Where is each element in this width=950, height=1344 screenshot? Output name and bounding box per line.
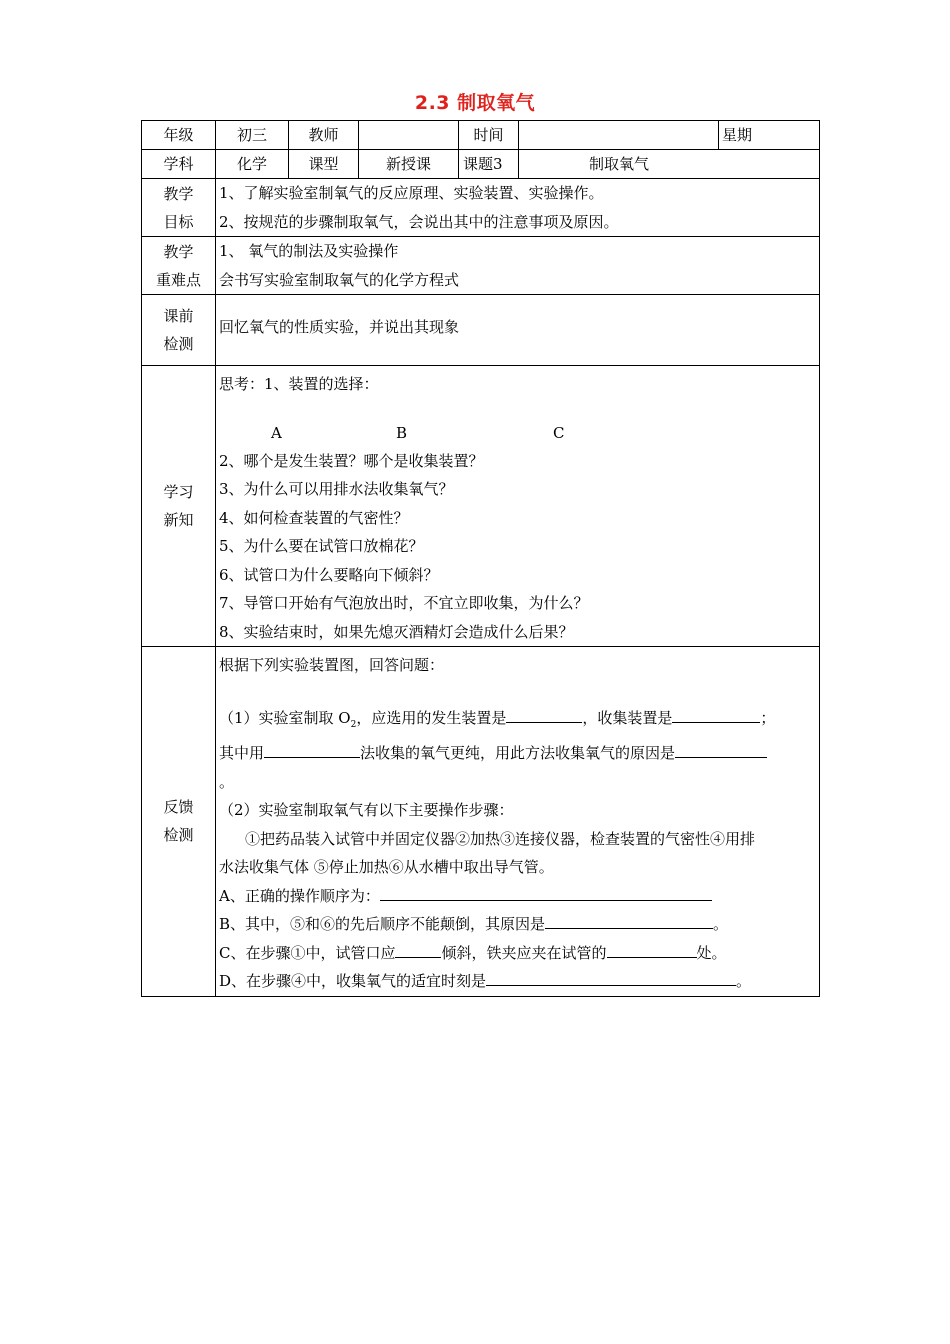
goal-line: 2、按规范的步骤制取氧气，会说出其中的注意事项及原因。: [219, 212, 619, 231]
qb-text: B、其中，⑤和⑥的先后顺序不能颠倒，其原因是: [219, 915, 546, 933]
goals-content: [216, 179, 820, 237]
qc-text-a: C、在步骤①中，试管口应: [219, 943, 396, 962]
goals-label: [142, 179, 216, 237]
teacher-label: 教师: [289, 121, 359, 150]
keypoints-label: [142, 237, 216, 295]
qb-end: 。: [713, 915, 729, 933]
feedback-figure-space: [219, 680, 819, 704]
apparatus-figure-space: [219, 399, 819, 419]
blank-order[interactable]: [380, 883, 712, 901]
learn-row: [142, 366, 820, 647]
precheck-text: 回忆氧气的性质实验，并说出其现象: [219, 318, 460, 336]
feedback-q2-title: （2）实验室制取氧气有以下主要操作步骤：: [219, 801, 514, 819]
q1-line2-a: 其中用: [219, 744, 265, 762]
goals-label-line2: 目标: [163, 212, 194, 231]
feedback-qa: [219, 882, 819, 911]
keypoints-label-line2: 重难点: [155, 270, 201, 289]
keypoint-line: 会书写实验室制取氧气的化学方程式: [219, 270, 460, 289]
qc-text-c: 处。: [696, 943, 727, 962]
qd-end: 。: [736, 972, 752, 990]
qa-text: A、正确的操作顺序为：: [219, 886, 380, 905]
learn-label-line1: 学习: [163, 483, 194, 501]
time-value[interactable]: [519, 121, 719, 150]
feedback-qd: [219, 967, 819, 996]
keypoints-row: [142, 237, 820, 295]
blank-collector[interactable]: [672, 705, 760, 723]
grade-label: 年级: [142, 121, 216, 150]
topic-label: 课题3: [459, 150, 519, 179]
header-row-1: [142, 121, 820, 150]
feedback-qb: [219, 910, 819, 939]
question-item: 2、哪个是发生装置？哪个是收集装置？: [219, 451, 484, 470]
week-label: 星期: [719, 121, 820, 150]
apparatus-labels: [219, 419, 819, 447]
goals-row: [142, 179, 820, 237]
precheck-label: [142, 295, 216, 366]
apparatus-label-b: B: [396, 423, 408, 442]
type-label: 课型: [289, 150, 359, 179]
subject-value: 化学: [216, 150, 289, 179]
question-item: 6、试管口为什么要略向下倾斜？: [219, 565, 439, 584]
subject-label: 学科: [142, 150, 216, 179]
feedback-row: [142, 647, 820, 997]
question-item: 4、如何检查装置的气密性？: [219, 508, 409, 527]
q1-line2-b: 法收集的氧气更纯，用此方法收集氧气的原因是: [360, 744, 676, 762]
q1-subscript: 2: [350, 719, 357, 730]
feedback-q1-line3: 。: [219, 772, 235, 791]
question-item: 3、为什么可以用排水法收集氧气？: [219, 480, 454, 498]
question-item: 8、实验结束时，如果先熄灭酒精灯会造成什么后果？: [219, 622, 574, 641]
think-prompt: 思考：1、装置的选择：: [219, 375, 379, 393]
teacher-value[interactable]: [359, 121, 459, 150]
blank-method[interactable]: [264, 740, 360, 758]
topic-value: 制取氧气: [519, 150, 820, 179]
q1-text-d: ；: [760, 708, 776, 727]
time-label: 时间: [459, 121, 519, 150]
precheck-label-line1: 课前: [163, 307, 194, 325]
q1-text-b: ，应选用的发生装置是: [356, 708, 507, 727]
feedback-label-line1: 反馈: [163, 798, 194, 817]
learn-content: [216, 366, 820, 647]
blank-timing[interactable]: [486, 968, 736, 986]
keypoints-label-line1: 教学: [163, 242, 194, 261]
header-row-2: [142, 150, 820, 179]
goals-label-line1: 教学: [163, 184, 194, 203]
grade-value: 初三: [216, 121, 289, 150]
feedback-q1-line1: [219, 704, 819, 740]
apparatus-label-a: A: [271, 423, 282, 442]
keypoint-line: 1、 氧气的制法及实验操作: [219, 242, 399, 260]
precheck-label-line2: 检测: [163, 335, 194, 353]
feedback-label: [142, 647, 216, 997]
blank-tilt[interactable]: [395, 940, 441, 958]
apparatus-label-c: C: [553, 423, 565, 442]
question-item: 7、导管口开始有气泡放出时，不宜立即收集，为什么？: [219, 594, 589, 612]
blank-clamp[interactable]: [607, 940, 697, 958]
precheck-content: [216, 295, 820, 366]
feedback-intro: 根据下列实验装置图，回答问题：: [219, 656, 445, 674]
q1-text-a: （1）实验室制取 O: [219, 708, 351, 727]
blank-order-reason[interactable]: [545, 911, 713, 929]
goal-line: 1、了解实验室制氧气的反应原理、实验装置、实验操作。: [219, 184, 604, 202]
page-title: 2.3 制取氧气: [414, 92, 536, 114]
feedback-q2-steps-1: ①把药品装入试管中并固定仪器②加热③连接仪器，检查装置的气密性④用排: [245, 829, 756, 848]
blank-reason[interactable]: [675, 740, 767, 758]
type-value: 新授课: [359, 150, 459, 179]
feedback-content: [216, 647, 820, 997]
learn-label: [142, 366, 216, 647]
blank-generator[interactable]: [506, 705, 582, 723]
qc-text-b: 倾斜，铁夹应夹在试管的: [441, 943, 607, 962]
feedback-label-line2: 检测: [163, 826, 194, 845]
precheck-row: [142, 295, 820, 366]
lesson-plan-table: [141, 120, 820, 997]
feedback-qc: [219, 939, 819, 968]
keypoints-content: [216, 237, 820, 295]
qd-text: D、在步骤④中，收集氧气的适宜时刻是: [219, 972, 487, 990]
learn-label-line2: 新知: [163, 511, 194, 529]
feedback-q2-steps-2: 水法收集气体 ⑤停止加热⑥从水槽中取出导气管。: [219, 858, 554, 876]
question-item: 5、为什么要在试管口放棉花？: [219, 537, 424, 555]
feedback-q1-line2: [219, 739, 819, 768]
q1-text-c: ，收集装置是: [582, 708, 673, 727]
